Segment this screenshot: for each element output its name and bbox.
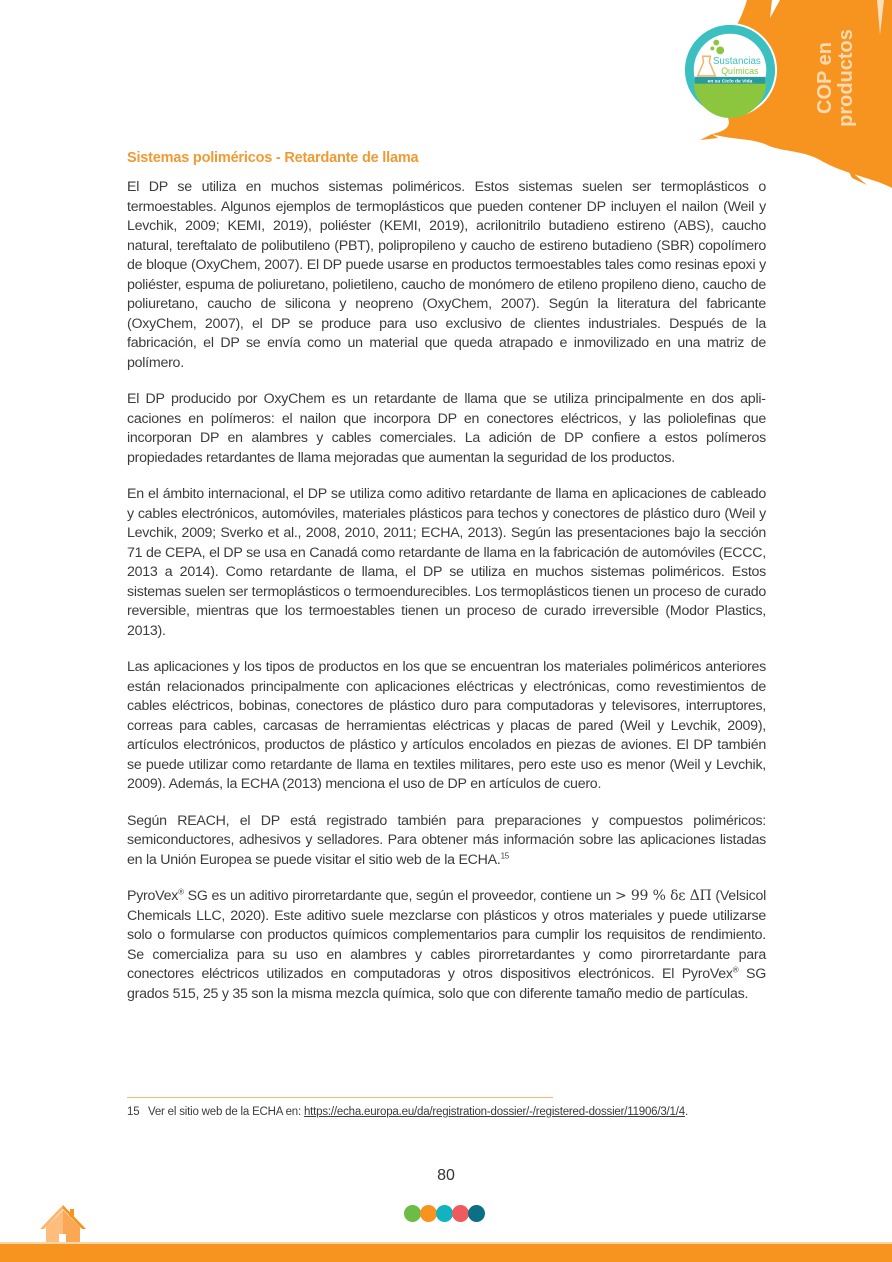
side-tab-line-2: productos xyxy=(835,29,857,127)
badge-subtitle: en su Ciclo de Vida xyxy=(707,79,753,85)
paragraph-reach xyxy=(127,812,766,871)
pyrovex-text-2: SG es un aditivo pirorretardante que, según el proveedor, contiene un xyxy=(183,888,615,904)
echa-link[interactable]: https://echa.europa.eu/da/registration-dossier/-/registered-dossier/11906/3/1/4 xyxy=(303,1106,685,1118)
footnote-body xyxy=(148,1105,688,1120)
color-dots xyxy=(404,1205,484,1222)
paragraph-3: En el ámbito internacional, el DP se utiliza como aditivo retardante de llama en aplicaciones de cableado y cables electrónicos, automóviles, materiales plásticos para techos y conectores de plástico duro (Weil y Levchik, 2009; Sverko et al., 2008, 2010, 2011; ECHA, 2013). Según las presentaciones bajo la sección 71 de CEPA, el DP se usa en Canadá como retardante de llama en la fabricación de automóviles (ECCC, 2013 a 2014). Como retardante de llama, el DP se utiliza en muchos sistemas poliméricos. Estos sistemas suelen ser termoplásticos o termoendurecibles. Los termoplásticos tienen un proceso de curado reversible, mientras que los termoestables tienen un proceso de curado irreversible (Modor Plastics, 2013). xyxy=(127,486,766,639)
footnote-end: . xyxy=(684,1106,688,1118)
footer-bar xyxy=(0,1244,892,1262)
paragraph-1: El DP se utiliza en muchos sistemas poliméricos. Estos sistemas suelen ser termoplásticos o termoestables. Algunos ejemplos de termoplásticos que pueden contener DP incluyen el nailon (Weil y Levchik, 2009; KEMI, 2019), poliéster (KEMI, 2019), acrilonitrilo butadieno estireno (ABS), caucho natural, tereftalato de polibutileno (PBT), polipropileno y caucho de estireno butadieno (SBR) copolímero de bloque (OxyChem, 2007). El DP puede usarse en productos termoestables tales como resinas epoxi y poliéster, espuma de poliuretano, polietileno, caucho de monómero de etileno propileno dieno, caucho de poliuretano, caucho de silicona y neopreno (OxyChem, 2007). Según la literatura del fabricante (OxyChem, 2007), el DP se produce para uso exclusivo de clientes industriales. Después de la fabricación, el DP se envía como un material que queda atrapado e inmovilizado en una matriz de polímero. xyxy=(127,179,766,371)
section-side-tab xyxy=(786,29,886,127)
sustancias-quimicas-logo xyxy=(681,21,779,119)
section-heading: Sistemas poliméricos - Retardante de llama xyxy=(127,150,419,166)
registered-mark: ® xyxy=(732,965,739,975)
main-content xyxy=(127,150,766,1021)
paragraph-4: Las aplicaciones y los tipos de productos en los que se encuentran los materiales poliméricos anteriores están relacionados principalmente con aplicaciones eléctricas y electrónicas, como revestimientos de cables eléctricos, bobinas, conectores de plástico duro para computadoras y televisores, interruptores, correas para cables, carcasas de herramientas eléctricas y placas de pared (Weil y Levchik, 2009), artículos electrónicos, productos de plástico y artículos encolados en piezas de aviones. El DP también se puede utilizar como retardante de llama en textiles militares, pero este uso es menor (Weil y Levchik, 2009). Además, la ECHA (2013) menciona el uso de DP en artículos de cuero. xyxy=(127,659,766,792)
pyrovex-text-3: (Velsicol Chemicals LLC, 2020). Este aditivo suele mezclarse con plásticos y otros materiales y puede utilizarse solo o formularse con productos químicos complementarios para cumplir los requisitos de rendimiento. Se comercializa para su uso en alambres y cables pirorretardantes y como pirorretardante para conectores eléctricos utilizados en computadoras y otros dispositivos electrónicos. El PyroVex xyxy=(127,888,766,982)
paragraph-2: El DP producido por OxyChem es un retardante de llama que se utiliza principalmente en dos aplicaciones en polímeros: el nailon que incorpora DP en conectores eléctricos, y las poliolefinas que incorporan DP en alambres y cables comerciales. La adición de DP confiere a estos polímeros propiedades retardantes de llama mejoradas que aumentan la seguridad de los productos. xyxy=(127,391,766,466)
dot-orange xyxy=(420,1205,437,1222)
dot-teal xyxy=(436,1205,453,1222)
side-tab-line-1: COP en xyxy=(814,42,836,114)
pyrovex-text-1: PyroVex xyxy=(127,888,179,904)
footnote-divider xyxy=(127,1097,553,1098)
reach-text: Según REACH, el DP está registrado también para preparaciones y compuestos poliméricos: semiconductores, adhesivos y selladores. Para obtener más información sobre las aplicaciones listadas en la Unión Europea se puede visitar el sitio web de la ECHA. xyxy=(127,812,766,868)
footnote xyxy=(127,1105,727,1120)
footnote-ref[interactable]: 15 xyxy=(500,850,509,860)
dot-red xyxy=(452,1205,469,1222)
pyrovex-symbol-text: > 99 % δε ΔΠ xyxy=(614,888,712,904)
badge-title-2: Químicas xyxy=(721,65,759,76)
page-number: 80 xyxy=(437,1167,455,1184)
dot-dark-teal xyxy=(468,1205,485,1222)
badge-title-1: Sustancias xyxy=(712,56,761,68)
footnote-number: 15 xyxy=(127,1106,140,1118)
registered-mark: ® xyxy=(178,887,184,897)
paragraph-pyrovex xyxy=(127,887,766,1004)
dot-green xyxy=(404,1205,421,1222)
footnote-text: Ver el sitio web de la ECHA en: xyxy=(148,1106,304,1118)
pyrovex-text-4: SG grados 515, 25 y 35 son la misma mezcla química, solo que con diferente tamaño medio de partículas. xyxy=(127,966,766,1002)
